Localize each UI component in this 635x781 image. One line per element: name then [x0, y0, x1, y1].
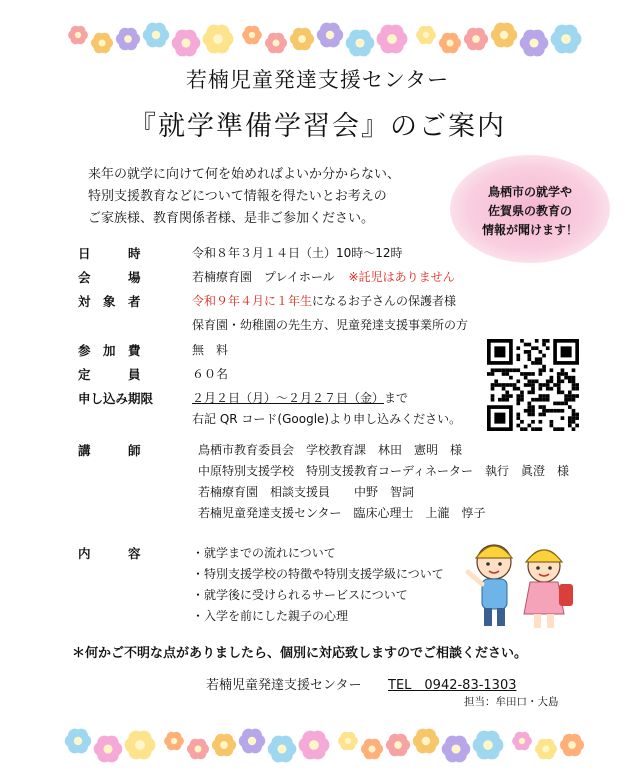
bubble-line-1: 鳥栖市の就学や [487, 185, 572, 199]
intro-line-1: 来年の就学に向けて何を始めればよいか分からない、 [88, 167, 401, 182]
flower-icon [551, 25, 582, 54]
venue-value [192, 268, 455, 285]
flower-icon [361, 739, 383, 760]
flower-garland-top [0, 16, 635, 62]
org-title: 若楠児童発達支援センター [185, 68, 450, 92]
flower-icon [491, 23, 517, 48]
deadline-value [192, 389, 408, 406]
flower-icon [164, 732, 184, 750]
deadline-dates: ２月２日（月）～２月２７日（金） [192, 391, 385, 405]
target-value [192, 292, 456, 309]
flower-garland-bottom [0, 722, 635, 768]
flower-icon [68, 26, 88, 44]
flower-icon [464, 28, 488, 51]
bubble-line-3: 情報が聞けます！ [481, 223, 578, 237]
target-value-2: 保育園・幼稚園の先生方、児童発達支援事業所の方 [192, 318, 469, 332]
venue-name: 若楠療育園 プレイホール [192, 270, 335, 284]
childcare-note: ※託児はありません [348, 270, 455, 284]
intro-line-2: 特別支援教育などについて情報を得たいとお考えの [88, 189, 387, 204]
contact-org: 若楠児童発達支援センター [206, 678, 362, 693]
flower-icon [212, 734, 236, 757]
fee-value: 無 料 [192, 343, 229, 357]
date-value: 令和８年３月１４日（土）10時～12時 [192, 246, 403, 260]
deadline-note: 右記 QR コード(Google)より申し込みください。 [192, 412, 462, 426]
target-label: 対 象 者 [78, 294, 141, 309]
target-grade: 令和９年４月に１年生 [192, 294, 313, 308]
content-item-3: ・就学後に受けられるサービスについて [192, 588, 408, 602]
flower-icon [268, 736, 297, 763]
inquiry-note: ＊何かご不明な点がありましたら、個別に対応致しますのでご相談ください。 [72, 646, 528, 661]
content-item-1: ・就学までの流れについて [192, 546, 336, 560]
children-illustration [462, 528, 580, 632]
flower-icon [386, 734, 410, 757]
bubble-line-2: 佐賀県の教育の [487, 204, 572, 218]
qr-code-image[interactable] [487, 339, 579, 431]
intro-line-3: ご家族様、教育関係者様、是非ご参加ください。 [88, 211, 375, 226]
flower-icon [442, 736, 471, 763]
lecturer-label: 講 師 [78, 443, 141, 458]
lecturer-1: 鳥栖市教育委員会 学校教育課 林田 憲明 様 [198, 443, 463, 457]
flower-icon [172, 30, 201, 57]
flower-icon [299, 731, 330, 760]
flower-icon [520, 30, 549, 57]
contact-person: 担当：牟田口・大島 [464, 696, 559, 708]
flower-icon [239, 729, 265, 754]
flower-icon [290, 28, 314, 51]
flower-icon [94, 736, 123, 763]
flower-icon [65, 729, 91, 754]
lecturer-3: 若楠療育園 相談支援員 中野 智詞 [198, 485, 415, 499]
flower-icon [439, 33, 461, 54]
lecturer-4: 若楠児童発達支援センター 臨床心理士 上瀧 惇子 [198, 506, 486, 520]
flower-icon [203, 25, 234, 54]
deadline-label: 申し込み期限 [78, 391, 154, 406]
capacity-label: 定 員 [78, 367, 141, 382]
content-item-2: ・特別支援学校の特徴や特別支援学級について [192, 567, 444, 581]
phone-number[interactable]: TEL 0942-83-1303 [388, 678, 517, 693]
flower-icon [187, 739, 209, 760]
flower-icon [242, 26, 262, 44]
flower-icon [512, 732, 532, 750]
flower-icon [535, 739, 557, 760]
content-item-4: ・入学を前にした親子の心理 [192, 609, 349, 623]
content-label: 内 容 [78, 546, 141, 561]
flower-icon [560, 734, 584, 757]
flower-icon [125, 731, 156, 760]
info-bubble [450, 155, 610, 263]
event-title: 『就学準備学習会』のご案内 [129, 111, 506, 142]
flower-icon [317, 23, 343, 48]
date-label: 日 時 [78, 246, 141, 261]
flower-icon [116, 28, 140, 51]
flower-icon [338, 732, 358, 750]
capacity-value: ６０名 [192, 367, 229, 381]
venue-label: 会 場 [78, 270, 141, 285]
flower-icon [143, 23, 169, 48]
flower-icon [416, 26, 436, 44]
flower-icon [377, 25, 408, 54]
flower-icon [265, 33, 287, 54]
flower-icon [473, 731, 504, 760]
deadline-suffix: まで [384, 391, 409, 405]
fee-label: 参 加 費 [78, 343, 141, 358]
flower-icon [91, 33, 113, 54]
target-rest: になるお子さんの保護者様 [312, 294, 457, 308]
flower-icon [346, 30, 375, 57]
flower-icon [413, 729, 439, 754]
lecturer-2: 中原特別支援学校 特別支援教育コーディネーター 執行 眞澄 様 [198, 464, 570, 478]
